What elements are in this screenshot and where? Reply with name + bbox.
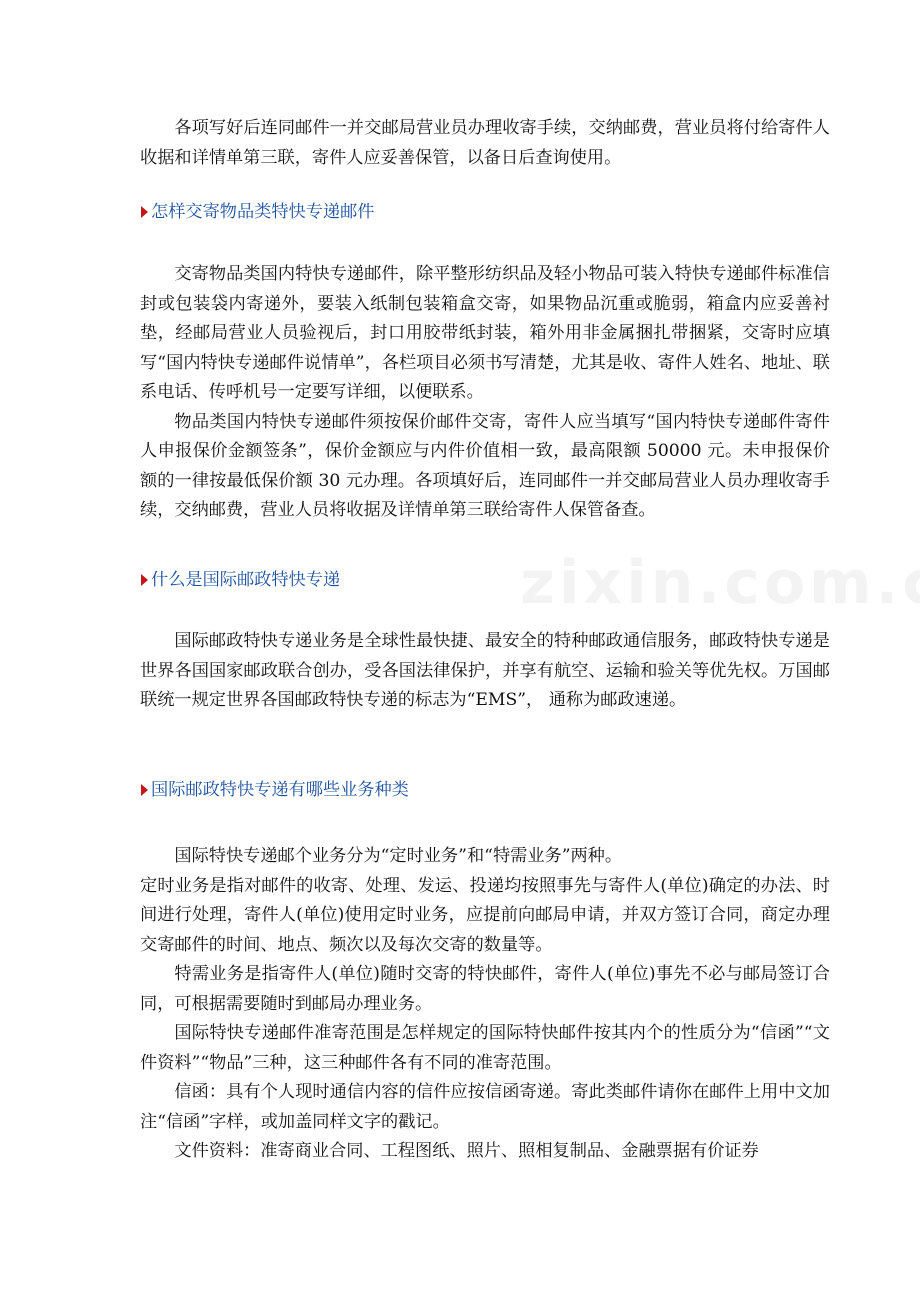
types-paragraph-4: 国际特快专递邮件准寄范围是怎样规定的国际特快邮件按其内个的性质分为“信函”“文件资料”“物品”三种，这三种邮件各有不同的准寄范围。 xyxy=(140,1023,830,1073)
heading-international-label: 什么是国际邮政特快专递 xyxy=(151,570,341,590)
heading-types-label: 国际邮政特快专递有哪些业务种类 xyxy=(151,780,409,800)
heading-goods[interactable] xyxy=(140,200,830,224)
international-paragraph: 国际邮政特快专递业务是全球性最快捷、最安全的特种邮政通信服务，邮政特快专递是世界各国国家邮政联合创办，受各国法律保护，并享有航空、运输和验关等优先权。万国邮联统一规定世界各国邮政特快专递的标志为“EMS”， 通称为邮政速递。 xyxy=(140,631,830,710)
types-paragraph-1: 国际特快专递邮个业务分为“定时业务”和“特需业务”两种。 xyxy=(174,846,623,866)
red-triangle-arrow-icon xyxy=(141,784,148,796)
heading-goods-label: 怎样交寄物品类特快专递邮件 xyxy=(151,202,375,222)
types-paragraph-2: 定时业务是指对邮件的收寄、处理、发运、投递均按照事先与寄件人(单位)确定的办法、时间进行处理，寄件人(单位)使用定时业务，应提前向邮局申请，并双方签订合同，商定办理交寄邮件的时间、地点、频次以及每次交寄的数量等。 xyxy=(140,875,830,955)
goods-paragraph-1: 交寄物品类国内特快专递邮件，除平整形纺织品及轻小物品可装入特快专递邮件标准信封或包装袋内寄递外，要装入纸制包装箱盒交寄，如果物品沉重或脆弱，箱盒内应妥善衬垫，经邮局营业人员验视后，封口用胶带纸封装，箱外用非金属捆扎带捆紧，交寄时应填写“国内特快专递邮件说情单”，各栏项目必须书写清楚，尤其是收、寄件人姓名、地址、联系电话、传呼机号一定要写详细，以便联系。 xyxy=(140,264,830,402)
heading-international[interactable] xyxy=(140,568,830,592)
heading-types[interactable] xyxy=(140,778,830,802)
types-paragraph-5: 信函：具有个人现时通信内容的信件应按信函寄递。寄此类邮件请你在邮件上用中文加注“信函”字样，或加盖同样文字的戳记。 xyxy=(140,1082,830,1132)
international-section xyxy=(140,627,830,716)
goods-paragraph-2: 物品类国内特快专递邮件须按保价邮件交寄，寄件人应当填写“国内特快专递邮件寄件人申报保价金额签条”，保价金额应与内件价值相一致，最高限额 50000 元。未申报保价额的一律按最低保价额 30 元办理。各项填好后，连同邮件一并交邮局营业人员办理收寄手续，交纳邮费，营业人员将收据及详情单第三联给寄件人保管备查。 xyxy=(140,411,830,520)
red-triangle-arrow-icon xyxy=(141,206,148,218)
types-paragraph-6: 文件资料：准寄商业合同、工程图纸、照片、照相复制品、金融票据有价证券 xyxy=(174,1141,759,1161)
types-section xyxy=(140,842,830,1167)
intro-section xyxy=(140,114,830,173)
red-triangle-arrow-icon xyxy=(141,574,148,586)
intro-paragraph: 各项写好后连同邮件一并交邮局营业员办理收寄手续，交纳邮费，营业员将付给寄件人收据和详情单第三联，寄件人应妥善保管，以备日后查询使用。 xyxy=(140,118,830,168)
goods-section xyxy=(140,260,830,526)
types-paragraph-3: 特需业务是指寄件人(单位)随时交寄的特快邮件，寄件人(单位)事先不必与邮局签订合同，可根据需要随时到邮局办理业务。 xyxy=(140,964,830,1014)
